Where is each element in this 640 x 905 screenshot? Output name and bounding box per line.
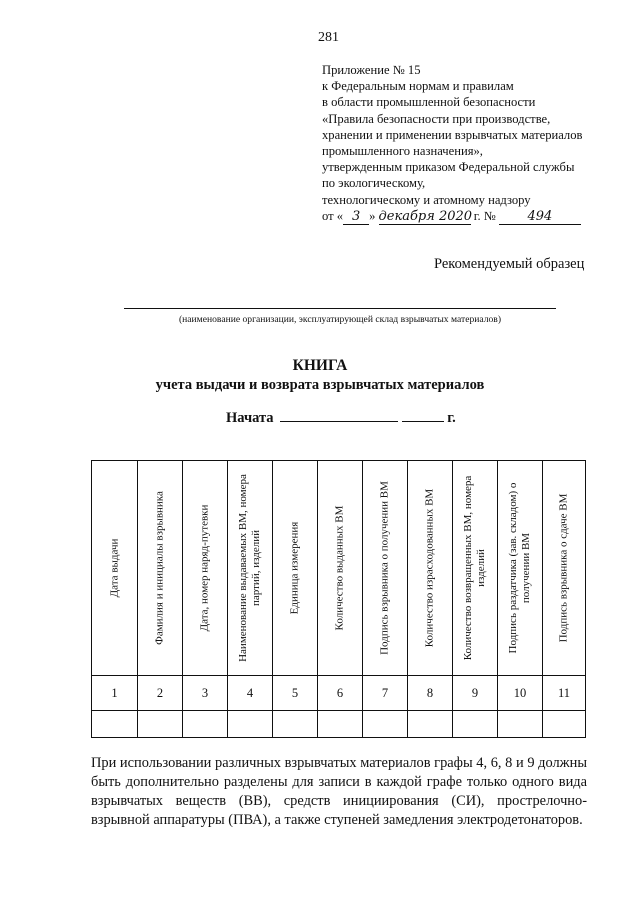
column-header-text: Подпись взрывника о сдаче ВМ — [557, 493, 570, 643]
appendix-line: хранении и применении взрывчатых материалов — [322, 127, 583, 142]
empty-cell — [543, 711, 586, 738]
order-number: 494 — [499, 211, 581, 225]
appendix-block — [322, 62, 622, 225]
empty-cell — [363, 711, 408, 738]
header-cell — [183, 461, 228, 676]
column-header-text: Дата выдачи — [108, 538, 120, 598]
organization-underline — [124, 308, 556, 309]
column-number: 6 — [318, 676, 363, 711]
column-header-text: Фамилия и инициалы взрывника — [153, 491, 166, 645]
started-line — [226, 409, 456, 427]
year-suffix: г. — [447, 410, 456, 426]
appendix-line: «Правила безопасности при производстве, — [322, 111, 551, 126]
column-number: 5 — [273, 676, 318, 711]
started-year-blank — [402, 409, 444, 422]
column-header-text: Количество возвращенных ВМ, номера изделий — [462, 475, 487, 661]
order-date-line — [322, 208, 622, 225]
date-mid: » — [369, 208, 376, 223]
column-number: 7 — [363, 676, 408, 711]
ledger-table — [91, 460, 586, 738]
header-cell — [453, 461, 498, 676]
empty-cell — [228, 711, 273, 738]
appendix-line: утвержденным приказом Федеральной службы — [322, 160, 575, 175]
column-number-row — [92, 676, 586, 711]
book-subtitle: учета выдачи и возврата взрывчатых материалов — [155, 377, 485, 393]
column-number: 1 — [92, 676, 138, 711]
number-label: г. № — [473, 208, 496, 223]
order-month-year: декабря 2020 — [378, 208, 473, 224]
header-cell — [228, 461, 273, 676]
column-number: 10 — [498, 676, 543, 711]
column-header-text: Дата, номер наряд-путевки — [198, 504, 211, 632]
empty-cell — [273, 711, 318, 738]
book-title: КНИГА — [292, 357, 348, 374]
header-cell — [138, 461, 183, 676]
column-header-text: Подпись раздатчика (зав. складом) о получении ВМ — [507, 482, 532, 654]
empty-entry-row — [92, 711, 586, 738]
column-header-text: Единица измерения — [288, 521, 301, 615]
appendix-line: к Федеральным нормам и правилам — [322, 79, 514, 94]
header-cell — [498, 461, 543, 676]
header-cell — [543, 461, 586, 676]
order-day: 3 — [343, 211, 369, 225]
started-blank — [280, 409, 398, 422]
appendix-line: промышленного назначения», — [322, 144, 483, 159]
column-number: 8 — [408, 676, 453, 711]
organization-caption: (наименование организации, эксплуатирующей склад взрывчатых материалов) — [178, 314, 502, 325]
column-number: 11 — [543, 676, 586, 711]
header-cell — [408, 461, 453, 676]
appendix-line: технологическому и атомному надзору — [322, 192, 531, 207]
empty-cell — [498, 711, 543, 738]
header-cell — [363, 461, 408, 676]
usage-note: При использовании различных взрывчатых материалов графы 4, 6, 8 и 9 должны быть дополнительно разделены для записи в каждой графе только одного вида взрывчатых веществ (ВВ), средств инициирования (СИ), прострелочно-взрывной аппаратуры (ПВА), а также ступеней замедления электродетонаторов. — [91, 755, 587, 828]
appendix-line: Приложение № 15 — [322, 63, 421, 77]
empty-cell — [453, 711, 498, 738]
column-header-text: Наименование выдаваемых ВМ, номера партий, изделий — [237, 474, 262, 662]
recommended-sample-label: Рекомендуемый образец — [434, 256, 585, 272]
header-cell — [92, 461, 138, 676]
header-cell — [318, 461, 363, 676]
column-header-text: Количество выданных ВМ — [333, 505, 346, 631]
empty-cell — [183, 711, 228, 738]
column-number: 2 — [138, 676, 183, 711]
header-cell — [273, 461, 318, 676]
page-number: 281 — [318, 30, 339, 45]
column-header-text: Подпись взрывника о получении ВМ — [378, 481, 391, 655]
column-number: 9 — [453, 676, 498, 711]
column-number: 3 — [183, 676, 228, 711]
table-header-row — [92, 461, 586, 676]
appendix-line: в области промышленной безопасности — [322, 95, 536, 110]
empty-cell — [138, 711, 183, 738]
empty-cell — [318, 711, 363, 738]
column-number: 4 — [228, 676, 273, 711]
empty-cell — [92, 711, 138, 738]
empty-cell — [408, 711, 453, 738]
started-label: Начата — [226, 410, 274, 426]
column-header-text: Количество израсходованных ВМ — [423, 488, 436, 648]
appendix-line: по экологическому, — [322, 176, 426, 191]
date-prefix: от « — [322, 208, 344, 223]
